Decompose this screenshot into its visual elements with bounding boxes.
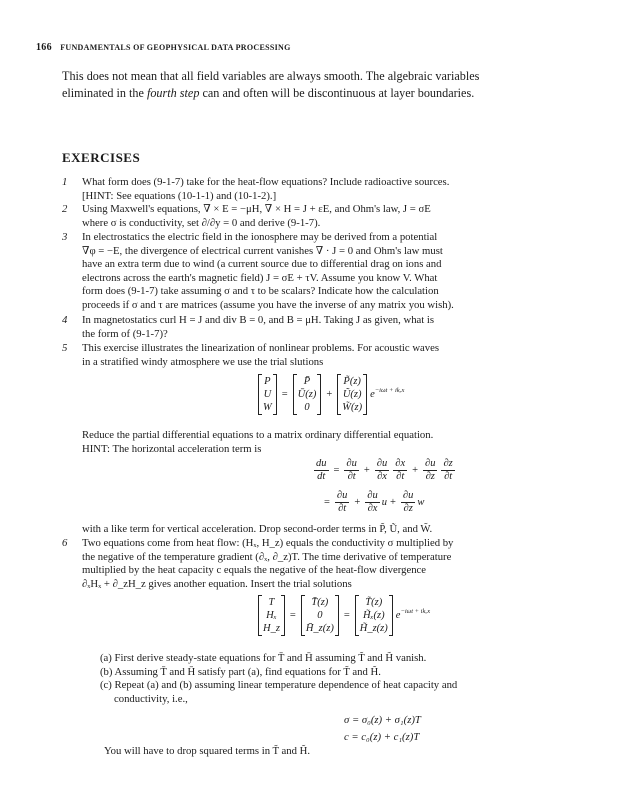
exercise-text: What form does (9-1-7) take for the heat-flow equations? Include radioactive sources. <box>82 176 450 188</box>
exercise-5-closing: with a like term for vertical acceleration. Drop second-order terms in P̃, Ũ, and W̃. <box>82 523 433 535</box>
part-a: (a) First derive steady-state equations for T̄ and H̄ assuming T̃ and H̃ vanish. <box>100 652 427 664</box>
part-b: (b) Assuming T̄ and H̄ satisfy part (a), find equations for T̃ and H̃. <box>100 665 381 678</box>
variable: u <box>381 497 387 508</box>
intro-emphasis: fourth step <box>146 86 200 100</box>
exercise-text: Reduce the partial differential equations to a matrix ordinary differential equation. <box>82 429 434 441</box>
matrix-entry: W̃(z) <box>342 402 363 413</box>
matrix-vector <box>301 595 339 636</box>
matrix-vector <box>355 595 393 636</box>
denominator: ∂z <box>425 471 435 482</box>
exponential-base: e <box>370 389 375 400</box>
numerator: ∂u <box>336 490 348 501</box>
exercise-hint: [HINT: See equations (10-1-1) and (10-1-2).] <box>82 189 277 202</box>
matrix-entry: U <box>263 389 272 400</box>
fraction <box>314 458 329 483</box>
intro-text-end: can and often will be discontinuous at layer boundaries. <box>199 86 475 100</box>
matrix-entry: T̃(z) <box>365 597 383 608</box>
numerator: ∂x <box>395 458 406 469</box>
numerator: du <box>316 458 327 469</box>
exercise-number: 5 <box>62 342 68 354</box>
exercise-text: where σ is conductivity, set ∂/∂y = 0 and derive (9-1-7). <box>82 216 321 229</box>
part-c: (c) Repeat (a) and (b) assuming linear temperature dependence of heat capacity and <box>100 679 458 692</box>
exercise-number: 3 <box>62 231 68 243</box>
denominator: ∂z <box>403 503 413 514</box>
matrix-entry: P̃(z) <box>343 376 361 387</box>
matrix-vector <box>258 374 277 415</box>
exercise-text: In electrostatics the electric field in the ionosphere may be derived from a potential <box>82 231 438 243</box>
exercise-text: form does (9-1-7) take assuming σ and τ to be scalars? Indicate how the calculation <box>82 285 439 298</box>
matrix-vector <box>258 595 285 636</box>
conductivity-equation: σ = σ₀(z) + σ₁(z)T <box>344 714 421 726</box>
numerator: ∂u <box>402 490 414 501</box>
plus-sign: + <box>412 465 419 476</box>
exercises-heading: EXERCISES <box>62 150 141 165</box>
exercise-text: In magnetostatics curl H = J and div B = 0, and B = μH. Taking J as given, what is <box>82 314 435 326</box>
exercise-text: the form of (9-1-7)? <box>82 327 168 340</box>
exercise-text: the negative of the temperature gradient (∂ₓ, ∂_z)T. The time derivative of temperature <box>82 550 452 563</box>
trial-solution-matrix-heat <box>258 595 430 636</box>
denominator: ∂t <box>444 471 453 482</box>
equals-sign: = <box>289 610 296 621</box>
exponent: −iωt + ikₓx <box>374 387 405 394</box>
exercise-text: in a stratified windy atmosphere we use the trial slutions <box>82 355 324 368</box>
matrix-entry: 0 <box>304 402 310 413</box>
plus-sign: + <box>390 497 396 508</box>
exercise-text: proceeds if σ and τ are matrices (assume you have the inverse of any matrix you wish). <box>82 298 454 311</box>
matrix-entry: H̄_z(z) <box>305 623 334 634</box>
exercise-text: This exercise illustrates the linearization of nonlinear problems. For acoustic waves <box>82 342 440 354</box>
denominator: ∂t <box>396 471 405 482</box>
exercise-text: electrons across the earth's magnetic field) J = σE + τV. Assume you know V. What <box>82 271 438 284</box>
page-number: 166 <box>36 42 52 53</box>
fraction <box>423 458 437 483</box>
fraction <box>335 490 349 515</box>
matrix-entry: W <box>263 402 272 413</box>
denominator: dt <box>317 471 326 482</box>
exercise-6-parts <box>100 652 540 706</box>
denominator: ∂t <box>338 503 347 514</box>
running-title: FUNDAMENTALS OF GEOPHYSICAL DATA PROCESSING <box>60 43 291 52</box>
acceleration-equation-2 <box>321 490 424 515</box>
fraction <box>375 458 389 483</box>
fraction <box>401 490 415 515</box>
exercise-text: Two equations come from heat flow: (Hₓ, H_z) equals the conductivity σ multiplied by <box>82 537 454 549</box>
plus-sign: + <box>326 389 333 400</box>
intro-text: This does not mean that all field variables are always smooth. The algebraic variables eliminated in the <box>62 69 480 100</box>
matrix-entry: H_z <box>263 623 280 634</box>
acceleration-equation-1 <box>312 458 457 483</box>
exercise-text: have an extra term due to wind (a current source due to differential drag on ions and <box>82 258 442 271</box>
exponent: −iωt + ikₓx <box>400 608 431 615</box>
equals-sign: = <box>324 497 330 508</box>
matrix-entry: Ū(z) <box>297 389 317 400</box>
matrix-entry: T̄(z) <box>311 597 329 608</box>
heat-capacity-equation: c = c₀(z) + c₁(z)T <box>344 731 420 743</box>
trial-solution-matrix-acoustic <box>258 374 404 415</box>
numerator: ∂z <box>443 458 453 469</box>
exponential-base: e <box>395 610 401 621</box>
numerator: ∂u <box>367 490 378 501</box>
exercise-6-closing: You will have to drop squared terms in T̃ and H̃. <box>104 745 311 757</box>
matrix-vector <box>337 374 367 415</box>
denominator: ∂x <box>367 503 378 514</box>
fraction <box>365 490 379 515</box>
matrix-entry: P̄ <box>303 376 311 387</box>
part-c-continued: conductivity, i.e., <box>114 692 188 705</box>
denominator: ∂x <box>377 471 387 482</box>
matrix-entry: Hₓ <box>266 610 277 621</box>
denominator: ∂t <box>347 471 356 482</box>
exercise-text: ∂ₓHₓ + ∂_zH_z gives another equation. Insert the trial solutions <box>82 577 352 590</box>
exercise-hint: HINT: The horizontal acceleration term is <box>82 442 262 455</box>
exercise-text: Using Maxwell's equations, ∇ × E = −μH, ∇ × H = J + εE, and Ohm's law, J = σE <box>82 203 431 215</box>
matrix-entry: Ũ(z) <box>342 389 362 400</box>
exercise-number: 2 <box>62 203 68 215</box>
plus-sign: + <box>363 465 370 476</box>
matrix-entry: H̃ₓ(z) <box>362 610 385 621</box>
equals-sign: = <box>343 610 350 621</box>
matrix-entry: T <box>268 597 275 608</box>
plus-sign: + <box>354 497 361 508</box>
matrix-vector <box>293 374 322 415</box>
matrix-entry: P <box>264 376 271 387</box>
equals-sign: = <box>333 465 340 476</box>
variable: w <box>417 497 425 508</box>
matrix-entry: H̃_z(z) <box>359 623 388 634</box>
intro-paragraph <box>62 68 502 102</box>
fraction <box>393 458 407 483</box>
exercise-number: 4 <box>62 314 68 326</box>
exercise-text: multiplied by the heat capacity c equals the negative of the heat-flow divergence <box>82 564 427 577</box>
exercise-5-body <box>82 429 522 456</box>
numerator: ∂u <box>376 458 388 469</box>
numerator: ∂u <box>346 458 357 469</box>
exercise-text: ∇φ = −E, the divergence of electrical current vanishes ∇ · J = 0 and Ohm's law must <box>82 244 443 257</box>
equals-sign: = <box>281 389 288 400</box>
running-header <box>36 42 576 53</box>
exercise-number: 6 <box>62 537 68 549</box>
matrix-entry: 0 <box>317 610 323 621</box>
exercise-number: 1 <box>62 176 68 188</box>
fraction <box>344 458 358 483</box>
numerator: ∂u <box>425 458 436 469</box>
fraction <box>441 458 454 483</box>
